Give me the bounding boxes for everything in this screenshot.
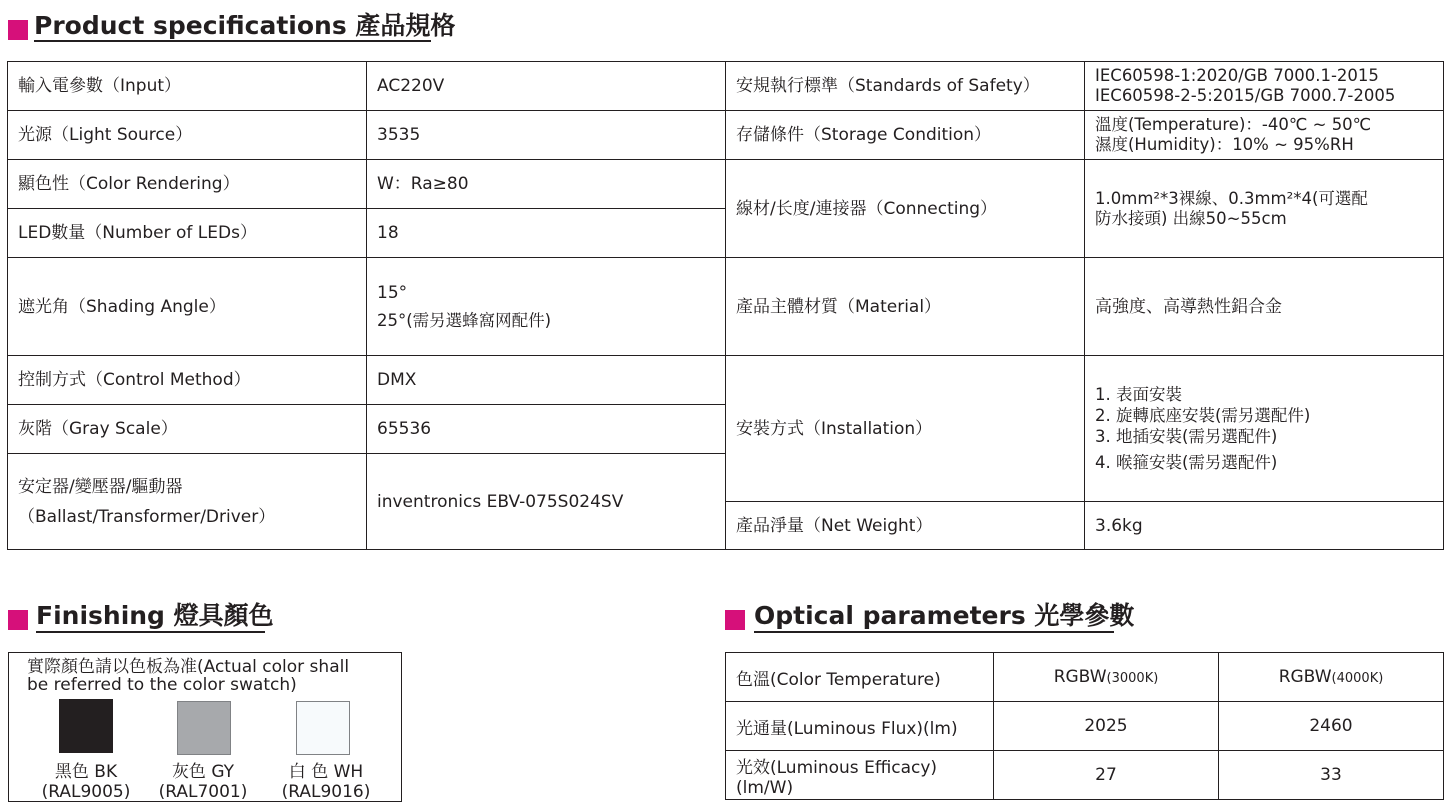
optical-row-label: 光效(Luminous Efficacy)(lm/W) <box>726 751 994 800</box>
swatch-white-label <box>271 762 381 802</box>
swatch-code: (RAL9016) <box>281 782 371 802</box>
installation-item: 4. 喉箍安裝(需另選配件) <box>1095 453 1278 472</box>
shading-angle-label: 遮光角（Shading Angle） <box>8 258 367 356</box>
optical-cell: 2460 <box>1219 702 1444 751</box>
optical-row-label: 色溫(Color Temperature) <box>726 653 994 702</box>
connecting-value-line: 防水接頭) 出線50~55cm <box>1095 208 1287 228</box>
swatch-gray-label <box>148 762 258 802</box>
heading-underline <box>36 631 265 633</box>
safety-value-line: IEC60598-2-5:2015/GB 7000.7-2005 <box>1095 86 1396 105</box>
connecting-value-line: 1.0mm²*3裸線、0.3mm²*4(可選配 <box>1095 188 1368 208</box>
light-source-label: 光源（Light Source） <box>8 111 367 160</box>
storage-value-line: 溫度(Temperature)：-40℃ ~ 50℃ <box>1095 115 1372 134</box>
swatch-code: (RAL9005) <box>41 782 131 802</box>
optical-col-header <box>994 653 1219 702</box>
num-leds-value: 18 <box>367 209 726 258</box>
optical-col-header <box>1219 653 1444 702</box>
ballast-value: inventronics EBV-075S024SV <box>367 454 726 550</box>
ballast-label-line: 安定器/變壓器/驅動器 <box>18 476 183 497</box>
light-source-value: 3535 <box>367 111 726 160</box>
safety-value-line: IEC60598-1:2020/GB 7000.1-2015 <box>1095 66 1379 85</box>
storage-value-line: 濕度(Humidity)：10% ~ 95%RH <box>1095 135 1354 154</box>
installation-item: 2. 旋轉底座安裝(需另選配件) <box>1095 406 1311 425</box>
gray-scale-value: 65536 <box>367 405 726 454</box>
material-value: 高強度、高導熱性鋁合金 <box>1085 258 1444 356</box>
safety-label: 安規執行標準（Standards of Safety） <box>726 62 1085 111</box>
spec-table <box>7 61 1444 550</box>
net-weight-label: 產品淨量（Net Weight） <box>726 502 1085 550</box>
optical-cell: 27 <box>994 751 1219 800</box>
input-label: 輸入電參數（Input） <box>8 62 367 111</box>
optical-col-main: RGBW <box>1278 667 1332 687</box>
optical-heading: Optical parameters 光學參數 <box>754 601 1135 630</box>
installation-list <box>1085 356 1444 502</box>
ballast-label <box>8 454 367 550</box>
swatch-name: 灰色 GY <box>171 762 235 782</box>
gray-scale-label: 灰階（Gray Scale） <box>8 405 367 454</box>
shading-angle-value <box>367 258 726 356</box>
color-rendering-value: W：Ra≥80 <box>367 160 726 209</box>
optical-col-paren: (4000K) <box>1331 671 1384 686</box>
installation-item: 3. 地插安裝(需另選配件) <box>1095 427 1278 446</box>
swatch-name: 黑色 BK <box>54 762 118 782</box>
heading-underline <box>34 40 431 42</box>
optical-table <box>725 652 1444 800</box>
swatch-white <box>296 701 350 755</box>
shading-angle-line: 15° <box>377 283 408 303</box>
input-value: AC220V <box>367 62 726 111</box>
color-rendering-label: 顯色性（Color Rendering） <box>8 160 367 209</box>
installation-label: 安裝方式（Installation） <box>726 356 1085 502</box>
num-leds-label: LED數量（Number of LEDs） <box>8 209 367 258</box>
product-specs-heading: Product specifications 產品規格 <box>34 11 456 40</box>
optical-cell: 2025 <box>994 702 1219 751</box>
swatch-gray <box>177 701 231 755</box>
finishing-note <box>27 658 397 694</box>
control-label: 控制方式（Control Method） <box>8 356 367 405</box>
storage-value <box>1085 111 1444 160</box>
installation-item: 1. 表面安裝 <box>1095 385 1182 404</box>
optical-cell: 33 <box>1219 751 1444 800</box>
section-marker <box>8 610 28 630</box>
finishing-note-line: be referred to the color swatch) <box>27 675 297 695</box>
section-marker <box>725 610 745 630</box>
connecting-value <box>1085 160 1444 258</box>
section-marker <box>8 20 28 40</box>
swatch-code: (RAL7001) <box>158 782 248 802</box>
optical-col-paren: (3000K) <box>1106 671 1159 686</box>
material-label: 產品主體材質（Material） <box>726 258 1085 356</box>
finishing-note-line: 實際顏色請以色板為准(Actual color shall <box>27 657 350 677</box>
swatch-black <box>59 699 113 753</box>
connecting-label: 線材/长度/連接器（Connecting） <box>726 160 1085 258</box>
safety-value <box>1085 62 1444 111</box>
storage-label: 存儲條件（Storage Condition） <box>726 111 1085 160</box>
optical-col-main: RGBW <box>1053 667 1107 687</box>
control-value: DMX <box>367 356 726 405</box>
swatch-black-label <box>31 762 141 802</box>
finishing-heading: Finishing 燈具顏色 <box>36 601 274 630</box>
net-weight-value: 3.6kg <box>1085 502 1444 550</box>
heading-underline <box>754 631 1114 633</box>
ballast-label-line: （Ballast/Transformer/Driver） <box>18 506 276 527</box>
shading-angle-line: 25°(需另選蜂窩网配件) <box>377 311 552 330</box>
swatch-name: 白 色 WH <box>288 762 364 782</box>
optical-row-label: 光通量(Luminous Flux)(lm) <box>726 702 994 751</box>
